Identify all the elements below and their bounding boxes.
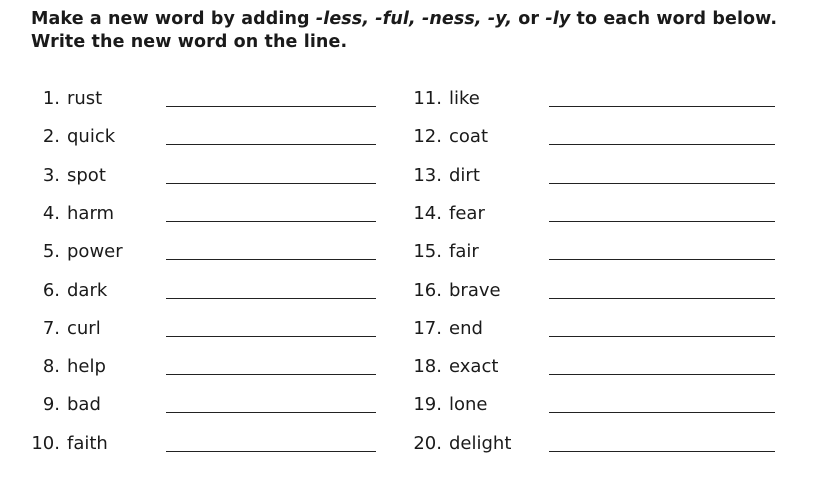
exercise-item [0, 316, 826, 354]
answer-line[interactable] [549, 298, 775, 299]
item-number: 18. [413, 356, 442, 378]
exercise-item [0, 392, 826, 430]
instructions-text: to each word below. Write the new word on the line. [31, 9, 778, 52]
exercise-item [0, 86, 826, 124]
item-number: 3. [42, 164, 60, 186]
answer-line[interactable] [549, 221, 775, 222]
exercise-item [0, 124, 826, 162]
suffix-ful: -ful, [375, 9, 416, 29]
exercise-item [0, 163, 826, 201]
item-word: rust [67, 88, 103, 109]
separator: or [512, 9, 546, 29]
item-number: 11. [413, 88, 442, 109]
answer-line[interactable] [549, 183, 775, 184]
item-number: 17. [413, 317, 442, 339]
item-number: 2. [42, 126, 60, 148]
item-word: harm [67, 202, 115, 224]
suffix-ness: -ness, [421, 9, 482, 29]
item-word: help [67, 356, 106, 378]
item-word: fear [449, 202, 485, 224]
item-word: lone [449, 394, 488, 416]
item-number: 15. [413, 241, 442, 263]
answer-line[interactable] [549, 451, 775, 452]
item-word: exact [449, 356, 499, 378]
item-number: 12. [413, 126, 442, 148]
item-number: 20. [413, 432, 442, 454]
exercise-item [0, 278, 826, 316]
item-number: 5. [42, 241, 60, 263]
item-number: 6. [42, 279, 60, 301]
item-word: power [67, 241, 123, 263]
suffix-y: -y, [487, 9, 513, 29]
item-word: spot [67, 164, 106, 186]
item-word: quick [67, 126, 116, 148]
instructions-text: Make a new word by adding [31, 9, 316, 29]
item-number: 14. [413, 202, 442, 224]
suffix-ly: -ly [545, 9, 571, 29]
item-number: 9. [42, 394, 60, 416]
item-word: delight [449, 432, 512, 454]
answer-line[interactable] [549, 259, 775, 260]
instructions [31, 8, 811, 54]
item-number: 4. [42, 202, 60, 224]
item-word: fair [449, 241, 479, 263]
item-word: dark [67, 279, 108, 301]
exercise-item [0, 239, 826, 277]
answer-line[interactable] [549, 412, 775, 413]
exercise-item [0, 431, 826, 469]
item-number: 16. [413, 279, 442, 301]
item-word: like [449, 88, 480, 109]
item-word: dirt [449, 164, 480, 186]
item-word: faith [67, 432, 108, 454]
answer-line[interactable] [549, 106, 775, 107]
item-number: 10. [31, 432, 60, 454]
exercise-item [0, 201, 826, 239]
item-word: coat [449, 126, 488, 148]
item-number: 13. [413, 164, 442, 186]
item-word: bad [67, 394, 101, 416]
item-number: 19. [413, 394, 442, 416]
item-word: end [449, 317, 483, 339]
answer-line[interactable] [549, 144, 775, 145]
answer-line[interactable] [549, 374, 775, 375]
item-word: brave [449, 279, 501, 301]
item-number: 1. [42, 88, 60, 109]
suffix-less: -less, [315, 9, 370, 29]
item-number: 7. [42, 317, 60, 339]
answer-line[interactable] [549, 336, 775, 337]
item-word: curl [67, 317, 101, 339]
exercise-item [0, 354, 826, 392]
item-number: 8. [42, 356, 60, 378]
